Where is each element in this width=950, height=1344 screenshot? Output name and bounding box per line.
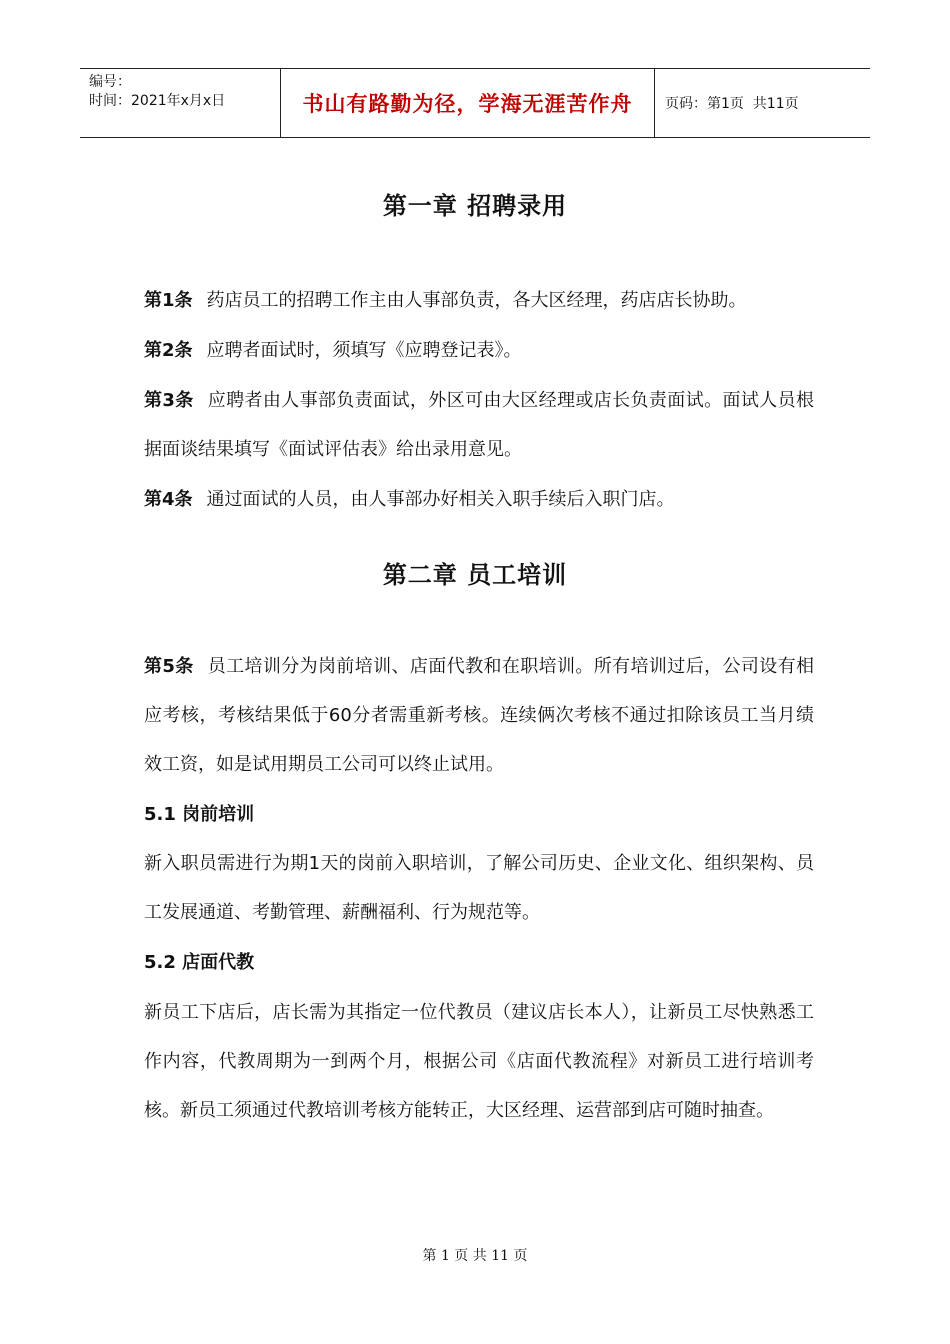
article-3: [144, 376, 814, 474]
article-label: 第3条: [144, 390, 194, 411]
article-label: 第1条: [144, 290, 193, 311]
article-5: [144, 642, 814, 789]
article-1: [144, 276, 814, 325]
article-4: [144, 475, 814, 524]
article-text: 应聘者面试时，须填写《应聘登记表》。: [206, 340, 522, 361]
page-info-text: 页码：第1页 共11页: [665, 96, 799, 112]
header-meta: [80, 69, 281, 137]
article-text: 员工培训分为岗前培训、店面代教和在职培训。所有培训过后，公司设有相应考核，考核结果低于60分者需重新考核。连续俩次考核不通过扣除该员工当月绩效工资，如是试用期员工公司可以终止试用。: [144, 656, 814, 775]
article-text: 药店员工的招聘工作主由人事部负责，各大区经理，药店店长协助。: [206, 290, 747, 311]
article-text: 通过面试的人员，由人事部办好相关入职手续后入职门店。: [206, 489, 675, 510]
section-5-1-text: 新入职员需进行为期1天的岗前入职培训，了解公司历史、企业文化、组织架构、员工发展通道、考勤管理、薪酬福利、行为规范等。: [144, 853, 814, 923]
article-text: 应聘者由人事部负责面试，外区可由大区经理或店长负责面试。面试人员根据面谈结果填写《面试评估表》给出录用意见。: [144, 390, 814, 460]
header-page-info: [655, 69, 870, 137]
number-label: 编号：: [89, 74, 131, 90]
section-5-2-heading: 5.2 店面代教: [144, 952, 255, 973]
document-header: [80, 68, 870, 138]
article-2: [144, 326, 814, 375]
page-footer: 第 1 页 共 11 页: [422, 1248, 528, 1264]
chapter-1-title: 第一章 招聘录用: [382, 192, 568, 220]
motto-text: 书山有路勤为径，学海无涯苦作舟: [302, 91, 633, 116]
section-5-2-text: 新员工下店后，店长需为其指定一位代教员（建议店长本人），让新员工尽快熟悉工作内容，代教周期为一到两个月，根据公司《店面代教流程》对新员工进行培训考核。新员工须通过代教培训考核方能转正，大区经理、运营部到店可随时抽查。: [144, 1002, 814, 1121]
article-label: 第4条: [144, 489, 193, 510]
header-motto: [281, 69, 655, 137]
chapter-2-title: 第二章 员工培训: [382, 561, 568, 589]
section-5-1-heading: 5.1 岗前培训: [144, 804, 255, 825]
date-label: 时间：2021年x月x日: [89, 93, 226, 109]
article-label: 第2条: [144, 340, 193, 361]
article-label: 第5条: [144, 656, 194, 677]
